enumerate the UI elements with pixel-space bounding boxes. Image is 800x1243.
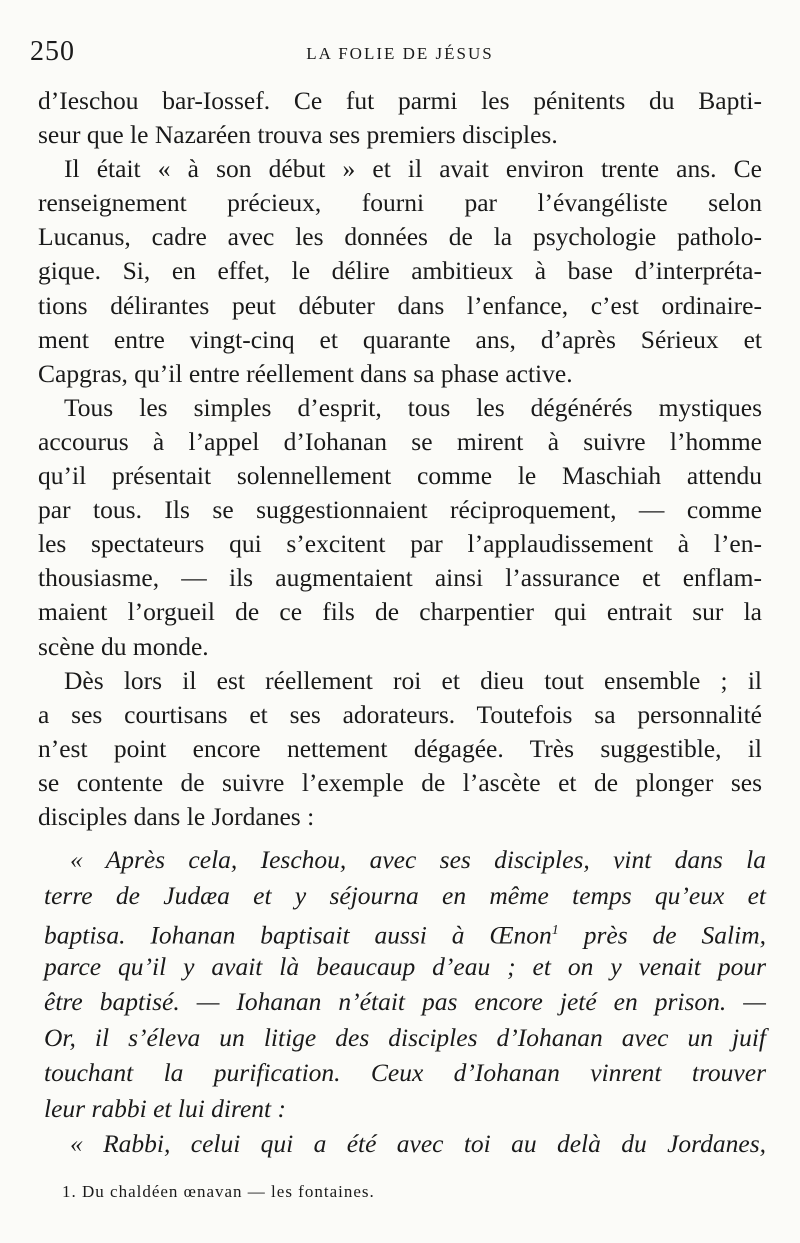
body-line: thousiasme, — ils augmentaient ainsi l’assurance et enflam- bbox=[38, 563, 762, 593]
body-line: d’Ieschou bar-Iossef. Ce fut parmi les pénitents du Bapti- bbox=[38, 86, 762, 115]
quote-line: être baptisé. — Iohanan n’était pas encore jeté en prison. — bbox=[44, 987, 766, 1016]
body-line: Dès lors il est réellement roi et dieu tout ensemble ; il bbox=[64, 665, 762, 695]
body-line: accourus à l’appel d’Iohanan se mirent à suivre l’homme bbox=[38, 426, 762, 456]
footnote-text: 1. Du chaldéen œnavan — les fontaines. bbox=[62, 1182, 375, 1201]
quote-line: touchant la purification. Ceux d’Iohanan vinrent trouver bbox=[44, 1058, 766, 1087]
body-line: se contente de suivre l’exemple de l’ascète et de plonger ses bbox=[38, 767, 762, 797]
body-line: n’est point encore nettement dégagée. Très suggestible, il bbox=[38, 733, 762, 763]
body-line: Il était « à son début » et il avait environ trente ans. Ce bbox=[64, 154, 762, 184]
body-line: renseignement précieux, fourni par l’évangéliste selon bbox=[38, 188, 762, 218]
body-line: par tous. Ils se suggestionnaient réciproquement, — comme bbox=[38, 495, 762, 525]
body-line: gique. Si, en effet, le délire ambitieux à base d’interpréta- bbox=[38, 256, 762, 286]
quote-line: Or, il s’éleva un litige des disciples d’Iohanan avec un juif bbox=[44, 1022, 766, 1052]
quote-line-text: près de Salim, bbox=[558, 920, 766, 950]
footnote-reference[interactable]: 1 bbox=[551, 923, 559, 938]
body-text bbox=[38, 84, 762, 834]
quote-line: « Après cela, Ieschou, avec ses disciples, vint dans la bbox=[70, 845, 766, 874]
gospel-quotation bbox=[44, 842, 766, 1162]
body-line: les spectateurs qui s’excitent par l’applaudissement à l’en- bbox=[38, 529, 762, 559]
body-line: Capgras, qu’il entre réellement dans sa phase active. bbox=[38, 358, 573, 388]
footnote bbox=[62, 1182, 375, 1202]
quote-line: parce qu’il y avait là beaucaup d’eau ; et on y venait pour bbox=[44, 951, 766, 981]
body-line: disciples dans le Jordanes : bbox=[38, 801, 315, 831]
body-line: seur que le Nazaréen trouva ses premiers disciples. bbox=[38, 120, 558, 150]
quote-line: terre de Judæa et y séjourna en même temps qu’eux et bbox=[44, 880, 766, 910]
quote-line: leur rabbi et lui dirent : bbox=[44, 1093, 286, 1123]
body-line: Lucanus, cadre avec les données de la psychologie patholo- bbox=[38, 222, 762, 252]
body-line: a ses courtisans et ses adorateurs. Toutefois sa personnalité bbox=[38, 699, 762, 729]
body-line: scène du monde. bbox=[38, 631, 209, 661]
page-number: 250 bbox=[30, 36, 75, 67]
body-line: tions délirantes peut débuter dans l’enfance, c’est ordinaire- bbox=[38, 290, 762, 320]
running-title: LA FOLIE DE JÉSUS bbox=[306, 44, 494, 63]
quote-line-text: baptisa. Iohanan baptisait aussi à Œnon bbox=[44, 920, 552, 950]
page-header bbox=[30, 36, 770, 76]
quote-line: « Rabbi, celui qui a été avec toi au delà du Jordanes, bbox=[70, 1129, 766, 1158]
body-line: maient l’orgueil de ce fils de charpentier qui entrait sur la bbox=[38, 597, 762, 627]
body-line: qu’il présentait solennellement comme le Maschiah attendu bbox=[38, 461, 762, 491]
quote-line bbox=[44, 913, 766, 949]
body-line: Tous les simples d’esprit, tous les dégénérés mystiques bbox=[64, 392, 762, 422]
body-line: ment entre vingt-cinq et quarante ans, d’après Sérieux et bbox=[38, 324, 762, 354]
